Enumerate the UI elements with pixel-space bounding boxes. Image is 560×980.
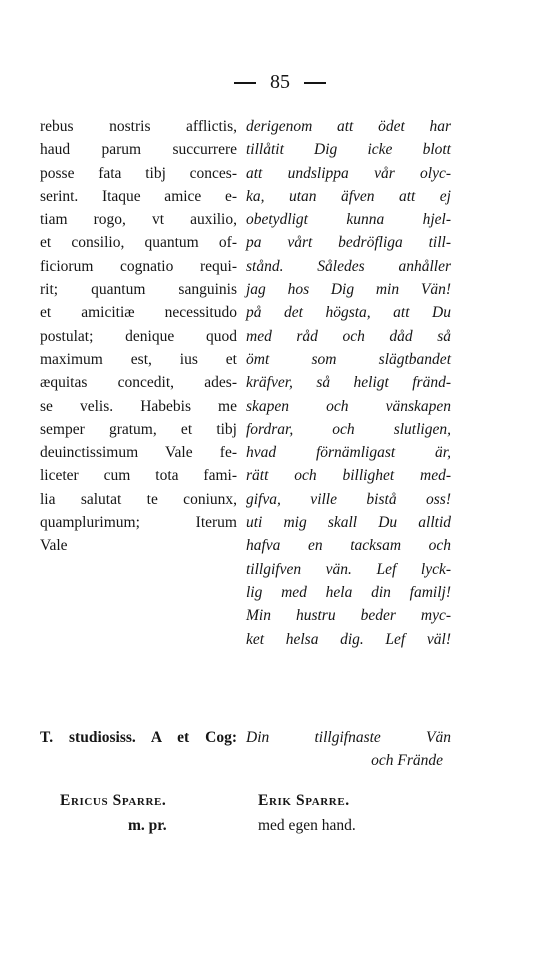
latin-line: et consilio, quantum of- [40, 234, 237, 252]
swedish-signature-name: Erik Sparre. [258, 792, 350, 809]
header-dash-left [234, 82, 256, 84]
latin-line: lia salutat te coniunx, [40, 490, 237, 508]
swedish-line: hafva en tacksam och [246, 537, 451, 555]
swedish-line: obetydligt kunna hjel- [246, 211, 451, 229]
swedish-line: gifva, ville bistå oss! [246, 490, 451, 508]
swedish-line: skapen och vänskapen [246, 397, 451, 415]
latin-line: maximum est, ius et [40, 350, 237, 368]
swedish-line: hvad förnämligast är, [246, 444, 451, 462]
swedish-line: ket helsa dig. Lef väl! [246, 630, 451, 648]
swedish-line: rätt och billighet med- [246, 467, 451, 485]
latin-line: tiam rogo, vt auxilio, [40, 211, 237, 229]
swedish-line: med råd och dåd så [246, 327, 451, 345]
latin-line: rebus nostris afflictis, [40, 118, 237, 135]
swedish-line: kräfver, så heligt fränd- [246, 374, 451, 392]
swedish-line: ömt som slägtbandet [246, 350, 451, 368]
swedish-closing-line-1: Din tillgifnaste Vän [246, 729, 451, 746]
swedish-line: pa vårt bedröfliga till- [246, 234, 451, 252]
swedish-line: tillåtit Dig icke blott [246, 141, 451, 159]
swedish-line: lig med hela din familj! [246, 583, 451, 601]
latin-line: Vale [40, 537, 68, 555]
latin-signature-name: Ericus Sparre. [60, 792, 167, 809]
latin-line: posse fata tibj conces- [40, 164, 237, 182]
page-number: 85 [270, 71, 290, 93]
latin-line: deuinctissimum Vale fe- [40, 444, 237, 462]
latin-line: se velis. Habebis me [40, 397, 237, 415]
swedish-line: Min hustru beder myc- [246, 607, 451, 625]
latin-line: quamplurimum; Iterum [40, 514, 237, 532]
swedish-line: tillgifven vän. Lef lyck- [246, 560, 451, 578]
swedish-line: på det högsta, att Du [246, 304, 451, 322]
latin-line: et amicitiæ necessitudo [40, 304, 237, 322]
swedish-closing [246, 726, 451, 773]
swedish-column [246, 115, 451, 651]
latin-line: semper gratum, et tibj [40, 420, 237, 438]
swedish-line: uti mig skall Du alltid [246, 514, 451, 532]
swedish-closing-line-2: och Frände [371, 752, 443, 770]
latin-line: serint. Itaque amice e- [40, 187, 237, 205]
header-dash-right [304, 82, 326, 84]
swedish-line: derigenom att ödet har [246, 118, 451, 135]
latin-line: liceter cum tota fami- [40, 467, 237, 485]
latin-line: rit; quantum sanguinis [40, 281, 237, 299]
swedish-line: ka, utan äfven att ej [246, 187, 451, 205]
swedish-line: att undslippa vår olyc- [246, 164, 451, 182]
latin-signature-note: m. pr. [128, 817, 167, 834]
swedish-line: stånd. Således anhåller [246, 257, 451, 275]
latin-line: postulat; denique quod [40, 327, 237, 345]
swedish-line: fordrar, och slutligen, [246, 420, 451, 438]
latin-closing: T. studiosiss. A et Cog: [40, 729, 237, 746]
page-header [0, 70, 560, 94]
swedish-signature-note: med egen hand. [258, 817, 356, 834]
latin-column [40, 115, 237, 558]
latin-line: æquitas concedit, ades- [40, 374, 237, 392]
latin-line: ficiorum cognatio requi- [40, 257, 237, 275]
latin-line: haud parum succurrere [40, 141, 237, 159]
swedish-line: jag hos Dig min Vän! [246, 281, 451, 299]
